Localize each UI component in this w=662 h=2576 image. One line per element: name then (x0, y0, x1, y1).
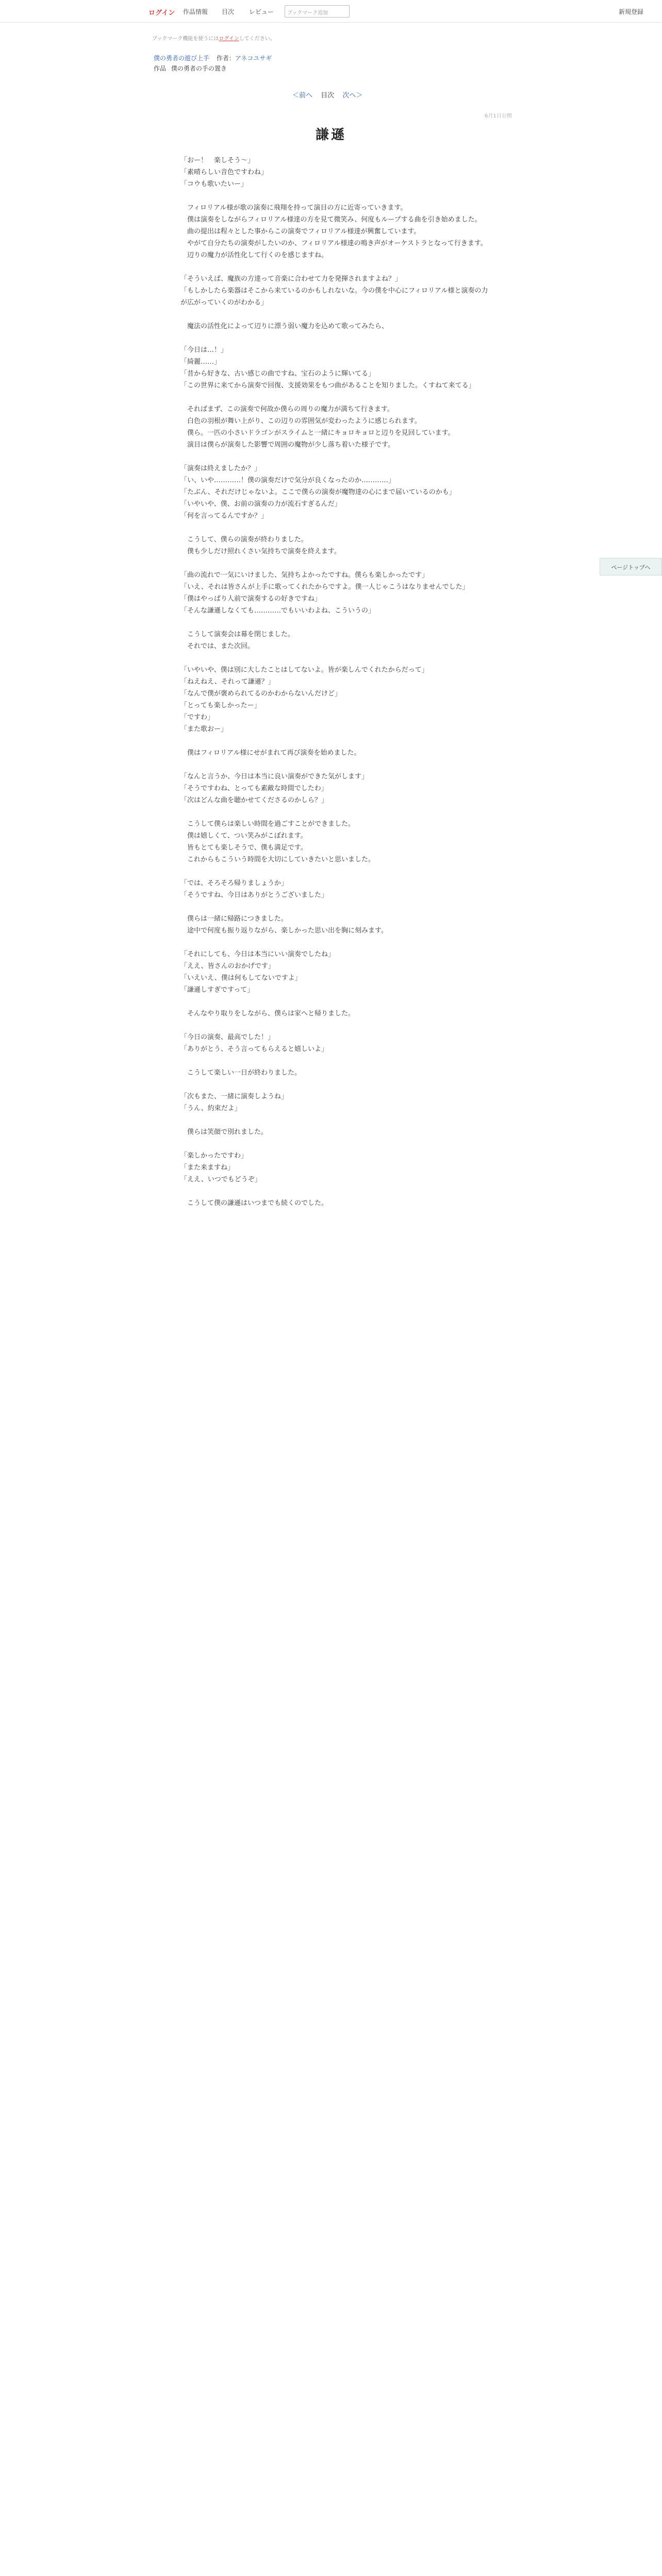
episode-body: 「おー！ 楽しそう～」 「素晴らしい音色ですわね」 「コウも歌いたいー」 フィロリアル様が歌の演奏に飛翔を持って演目の方に近寄っていきます。 僕は演奏をしながらフィロリアル様達の方を見て微笑み、何度もループする曲を引き始めました。 曲の提出は程々とした事からこの演奏でフィロリアル様達が興奮しています。 やがて自分たちの演奏がしたいのか、フィロリアル様達の鳴き声がオーケストラとなって行きます。 辺りの魔力が活性化して行くのを感じますね。 「そういえば、魔族の方達って音楽に合わせて力を発揮されますよね？」 「もしかしたら楽器はそこから来ているのかもしれないな。今の僕を中心にフィロリアル様と演奏の力が広がっていくのがわかる」 魔法の活性化によって辺りに漂う弱い魔力を込めて歌ってみたら、 「今日は…！」 「綺麗……」 「昔から好きな、古い感じの曲ですね、宝石のように輝いてる」 「この世界に来てから演奏で回復、支援効果をもつ曲があることを知りました。くすねて来てる」 そればまず、この演奏で何故か僕らの周りの魔力が満ちて行きます。 白色の羽根が舞い上がり、この辺りの雰囲気が変わったように感じられます。 僕ら。一匹の小さいドラゴンがスライムと一緒にキョロキョロと辺りを見回しています。 演目は僕らが演奏した影響で周囲の魔物が少し落ち着いた様子です。 「演奏は終えましたか？」 「い、いや…………！僕の演奏だけで気分が良くなったのか…………」 「たぶん、それだけじゃないよ。ここで僕らの演奏が魔物達の心にまで届いているのかも」 「いやいや、僕、お前の演奏の力が流石すぎるんだ」 「何を言ってるんですか？」 こうして、僕らの演奏が終わりました。 僕も少しだけ照れくさい気持ちで演奏を終えます。 「曲の流れで一気にいけました、気持ちよかったですね。僕らも楽しかったです」 「いえ、それは皆さんが上手に歌ってくれたからですよ。僕一人じゃこうはなりませんでした」 「僕はやっぱり人前で演奏するの好きですね」 「そんな謙遜しなくても…………でもいいわよね、こういうの」 こうして演奏会は幕を閉じました。 それでは、また次回。 「いやいや、僕は別に大したことはしてないよ。皆が楽しんでくれたからだって」 「ねえねえ、それって謙遜？」 「なんで僕が褒められてるのかわからないんだけど」 「とっても楽しかったー」 「ですわ」 「また歌おー」 僕はフィロリアル様にせがまれて再び演奏を始めました。 「なんと言うか、今日は本当に良い演奏ができた気がします」 「そうですわね、とっても素敵な時間でしたわ」 「次はどんな曲を聴かせてくださるのかしら？」 こうして僕らは楽しい時間を過ごすことができました。 僕は嬉しくて、つい笑みがこぼれます。 皆もとても楽しそうで、僕も満足です。 これからもこういう時間を大切にしていきたいと思いました。 「では、そろそろ帰りましょうか」 「そうですね、今日はありがとうございました」 僕らは一緒に帰路につきました。 途中で何度も振り返りながら、楽しかった思い出を胸に刻みます。 「それにしても、今日は本当にいい演奏でしたね」 「ええ、皆さんのおかげです」 「いえいえ、僕は何もしてないですよ」 「謙遜しすぎですって」 そんなやり取りをしながら、僕らは家へと帰りました。 「今日の演奏、最高でした！」 「ありがとう、そう言ってもらえると嬉しいよ」 こうして楽しい一日が終わりました。 「次もまた、一緒に演奏しようね」 「うん、約束だよ」 僕らは笑顔で別れました。 「楽しかったですわ」 「また来ますね」 「ええ、いつでもどうぞ」 こうして僕の謙遜はいつまでも続くのでした。 (180, 157, 488, 1207)
next-link[interactable]: 次へ＞ (342, 92, 363, 99)
bookmark-notice-text: ブックマーク機能を使うには (152, 36, 219, 42)
register-link[interactable]: 新規登録 (619, 8, 644, 15)
nav-review[interactable]: レビュー (249, 8, 274, 15)
login-link[interactable]: ログイン (148, 9, 175, 17)
chapter-name: 僕の勇者の手の置き (171, 65, 227, 72)
author-link[interactable]: アネコユサギ (235, 55, 272, 62)
top-bar (0, 0, 662, 23)
nav-toc[interactable]: 目次 (222, 8, 235, 15)
bookmark-notice (152, 34, 275, 42)
bookmark-notice-login-link[interactable]: ログイン (219, 36, 239, 42)
chapter-label: 作品 (154, 65, 167, 72)
work-info-line (154, 54, 272, 62)
bookmark-notice-suffix: してください。 (239, 36, 275, 42)
episode-title: 謙遜 (315, 127, 346, 143)
publish-date: 6月1日公開 (485, 113, 512, 119)
pager-top (292, 90, 362, 99)
nav-work-info[interactable]: 作品情報 (183, 8, 208, 15)
chapter-info-line (154, 64, 227, 73)
prev-link[interactable]: ＜前へ (292, 92, 313, 99)
author-label: 作者： (216, 55, 235, 62)
bookmark-add-button[interactable]: ブックマーク追加 (285, 5, 350, 18)
toc-link[interactable]: 目次 (321, 92, 335, 99)
work-series-link[interactable]: 僕の勇者の遊び上手 (154, 55, 210, 62)
page-top-button[interactable]: ページトップへ (600, 558, 662, 575)
